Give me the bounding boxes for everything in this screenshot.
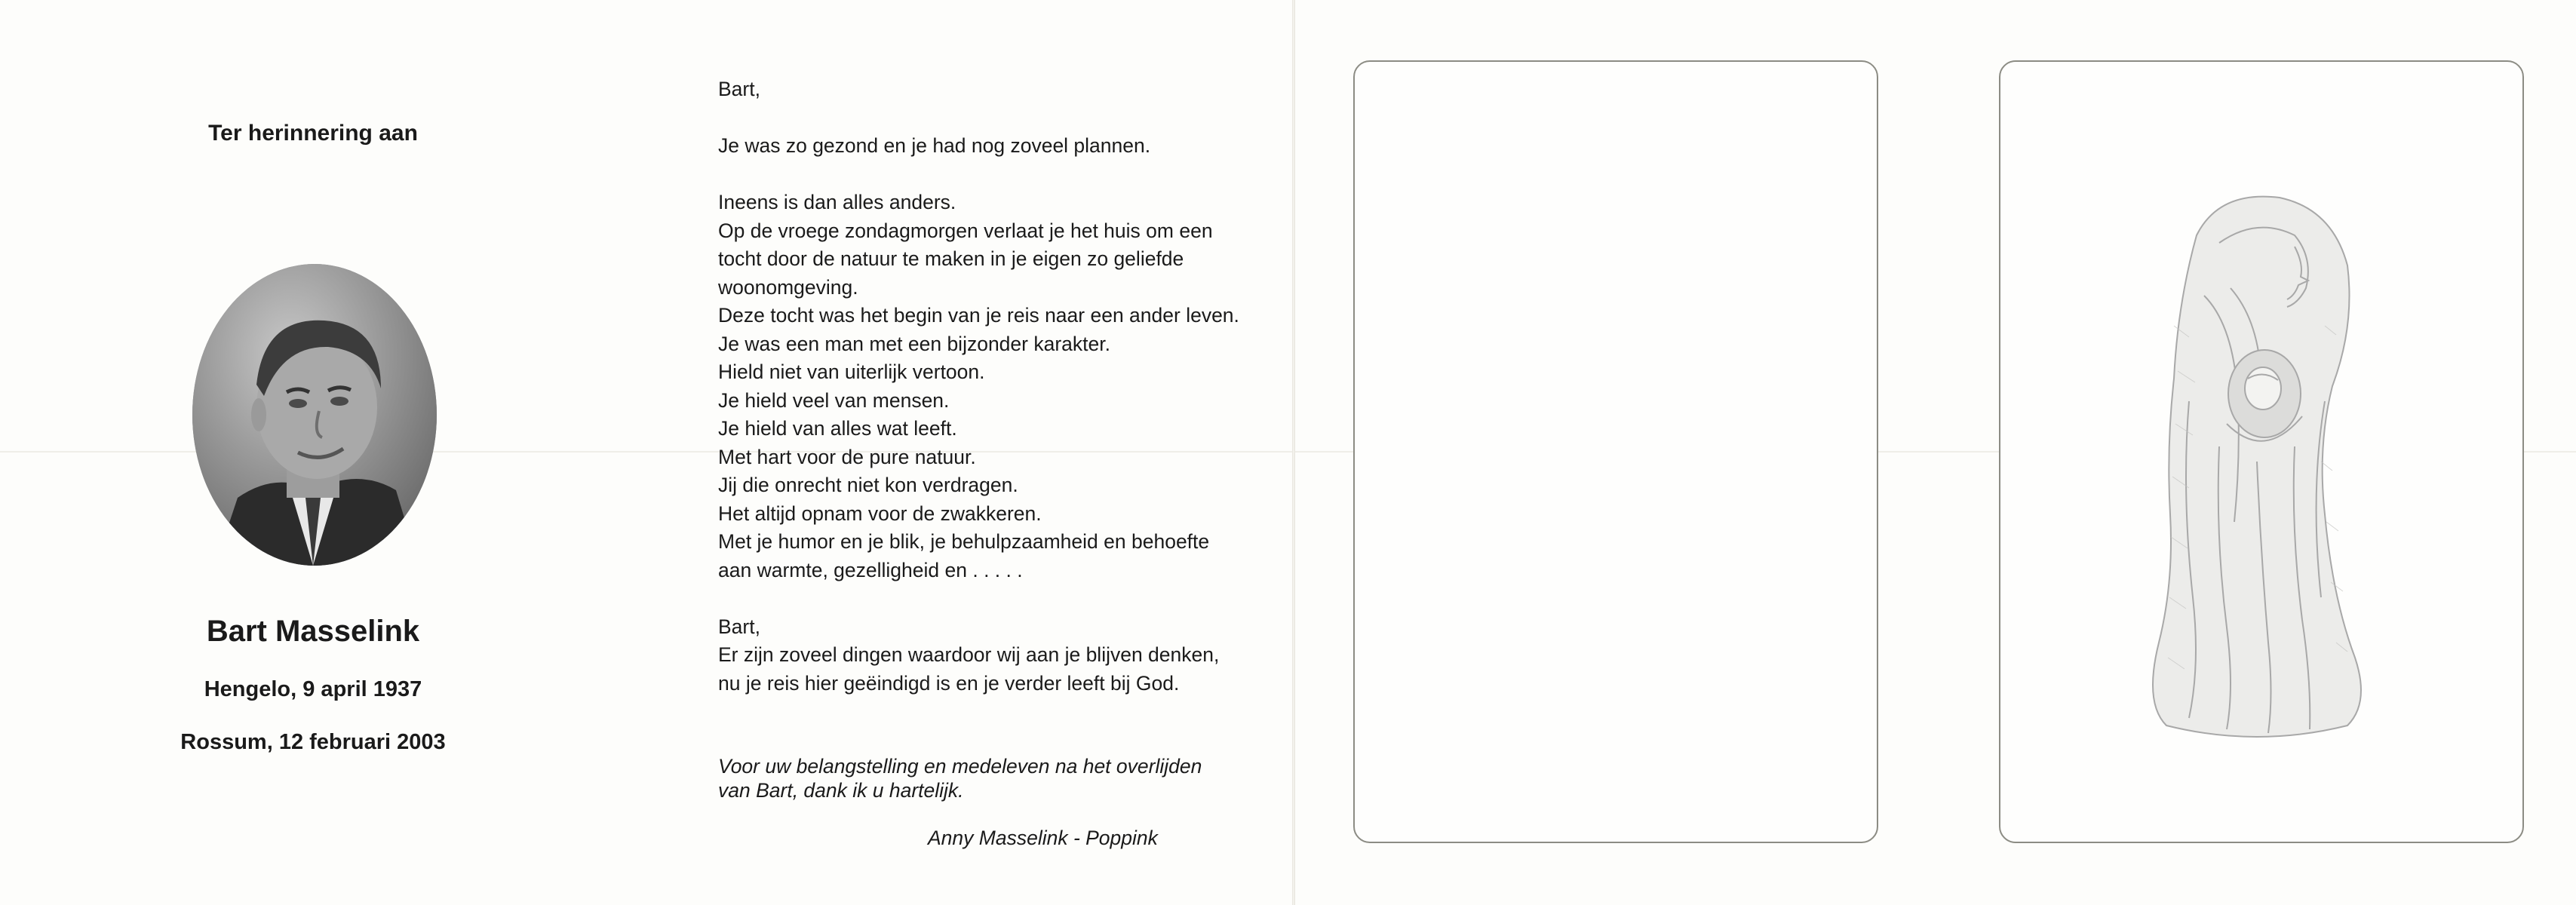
poem-line: Hield niet van uiterlijk vertoon. (718, 360, 985, 383)
poem-line: Ineens is dan alles anders. (718, 191, 956, 213)
poem-line: Jij die onrecht niet kon verdragen. (718, 474, 1018, 496)
birth-info: Hengelo, 9 april 1937 (204, 677, 422, 701)
thanks-line: van Bart, dank ik u hartelijk. (718, 779, 964, 802)
poem-line: Het altijd opnam voor de zwakkeren. (718, 502, 1042, 525)
thanks-note (718, 754, 1246, 802)
poem-salutation: Bart, (718, 78, 760, 100)
sketch-frame (1999, 60, 2524, 843)
poem-line: Met je humor en je blik, je behulpzaamheid en behoefte (718, 530, 1210, 553)
poem-line: Op de vroege zondagmorgen verlaat je het huis om een (718, 219, 1213, 242)
poem-line: Je was een man met een bijzonder karakter. (718, 332, 1110, 355)
signature: Anny Masselink - Poppink (928, 827, 1158, 849)
death-info: Rossum, 12 februari 2003 (180, 730, 446, 754)
poem-line: Deze tocht was het begin van je reis naar een ander leven. (718, 304, 1239, 327)
memorial-heading: Ter herinnering aan (208, 121, 418, 146)
portrait-photo-icon (192, 264, 437, 566)
poem-line: aan warmte, gezelligheid en . . . . . (718, 558, 1023, 581)
poem-line: Er zijn zoveel dingen waardoor wij aan je blijven denken, (718, 643, 1220, 666)
poem-spacer (718, 584, 1246, 613)
blank-frame (1353, 60, 1878, 843)
poem-line: tocht door de natuur te maken in je eigen zo geliefde (718, 247, 1184, 270)
memorial-poem (718, 75, 1246, 698)
poem-line: Je hield veel van mensen. (718, 388, 950, 412)
madonna-and-child-sketch-icon (2106, 175, 2408, 748)
poem-line: nu je reis hier geëindigd is en je verder leeft bij God. (718, 671, 1180, 695)
poem-line: woonomgeving. (718, 275, 858, 299)
poem-spacer (718, 104, 1246, 133)
poem-line: Je hield van alles wat leeft. (718, 417, 957, 440)
poem-line: Je was zo gezond en je had nog zoveel plannen. (718, 134, 1151, 157)
poem-line: Met hart voor de pure natuur. (718, 445, 976, 468)
center-fold (1292, 0, 1295, 905)
memorial-front-panel (0, 0, 626, 905)
poem-spacer (718, 161, 1246, 189)
thanks-line: Voor uw belangstelling en medeleven na het overlijden (718, 755, 1202, 778)
poem-salutation-2: Bart, (718, 615, 760, 638)
deceased-name: Bart Masselink (206, 615, 420, 648)
